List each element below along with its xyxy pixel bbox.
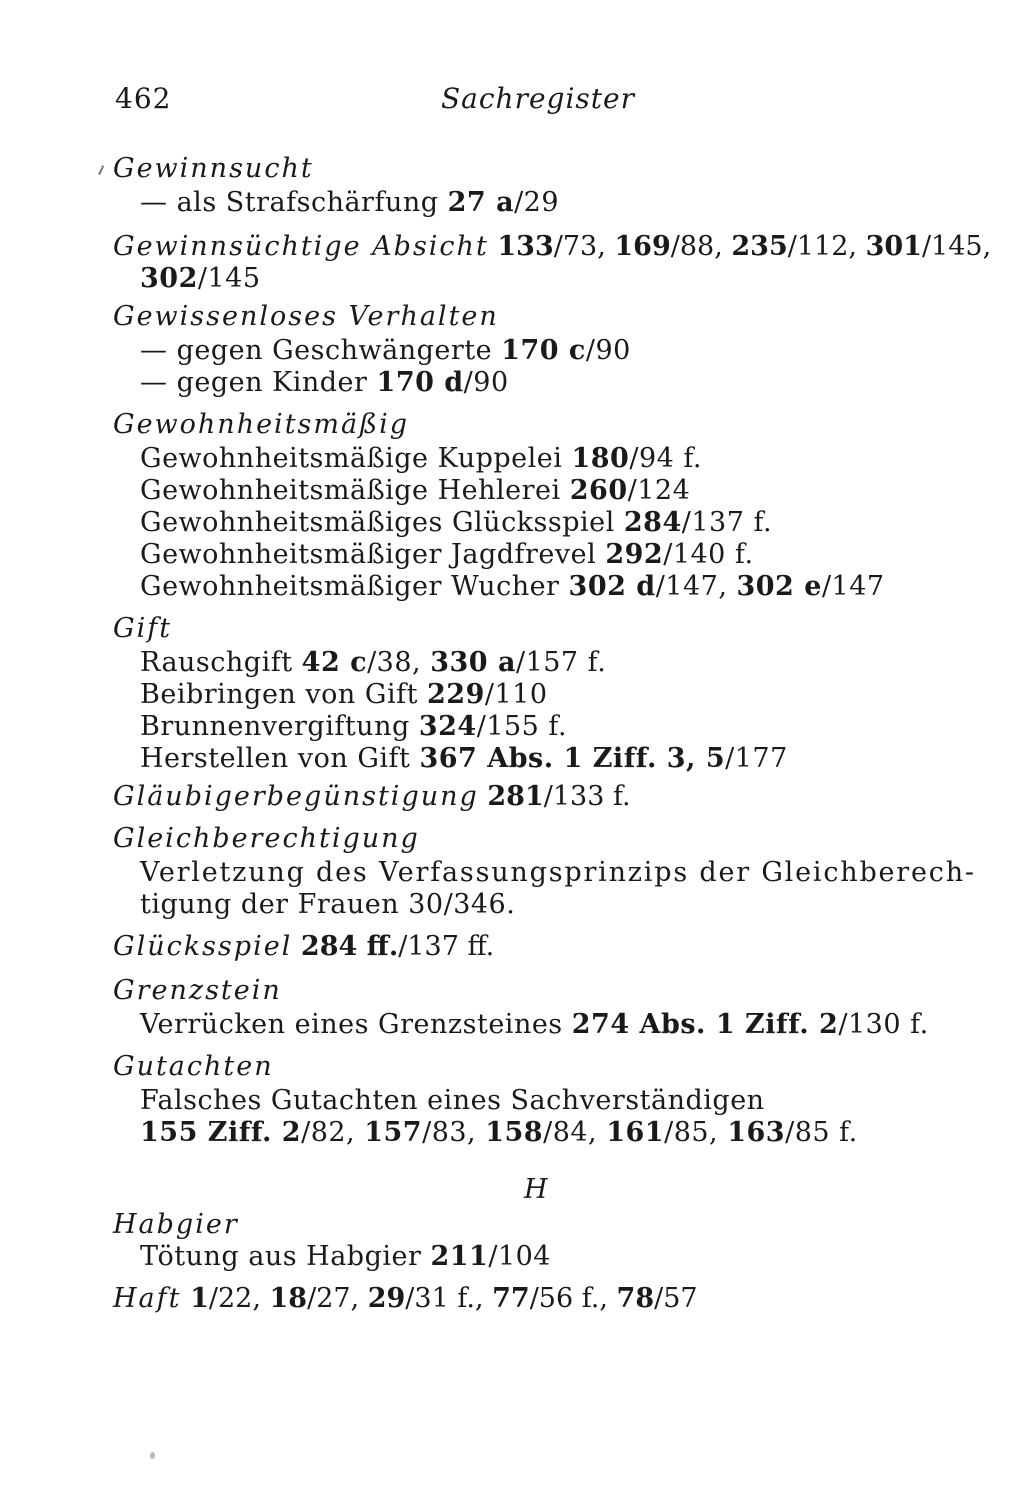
index-subentry: Gewohnheitsmäßiges Glücksspiel 284/137 f. <box>140 507 773 538</box>
index-subentry: Tötung aus Habgier 211/104 <box>140 1241 551 1272</box>
index-entry-gluecksspiel: Glücksspiel 284 ff./137 ff. <box>113 931 495 962</box>
index-subentry: — gegen Geschwängerte 170 c/90 <box>140 335 631 366</box>
index-entry-glaeubigerbeguenstigung: Gläubigerbegünstigung 281/133 f. <box>113 781 631 812</box>
index-term-gleichberechtigung: Gleichberechtigung <box>113 823 420 854</box>
page-header <box>115 82 635 122</box>
index-term-gift: Gift <box>113 613 173 644</box>
print-mark <box>98 165 108 177</box>
running-title: Sachregister <box>441 82 635 115</box>
index-term-gewinnsucht: Gewinnsucht <box>113 153 314 184</box>
index-subentry: Falsches Gutachten eines Sachverständigen <box>140 1085 765 1116</box>
index-term-gewissenloses-verhalten: Gewissenloses Verhalten <box>113 301 499 332</box>
index-term: Gewinnsüchtige Absicht <box>113 231 489 262</box>
index-subentry: Gewohnheitsmäßiger Jagdfrevel 292/140 f. <box>140 539 754 570</box>
index-subentry: Verrücken eines Grenzsteines 274 Abs. 1 Ziff. 2/130 f. <box>140 1009 929 1040</box>
index-term-gewohnheitsmaessig: Gewohnheitsmäßig <box>113 409 410 440</box>
index-subentry: Herstellen von Gift 367 Abs. 1 Ziff. 3, 5/177 <box>140 743 788 774</box>
index-entry-continuation: 302/145 <box>140 263 261 294</box>
index-subentry: Beibringen von Gift 229/110 <box>140 679 548 710</box>
index-subentry: Rauschgift 42 c/38, 330 a/157 f. <box>140 647 607 678</box>
index-term-gutachten: Gutachten <box>113 1051 274 1082</box>
index-subentry: Verletzung des Verfassungsprinzips der Gleichberech- <box>140 857 976 888</box>
index-term-grenzstein: Grenzstein <box>113 975 282 1006</box>
index-term: Haft <box>113 1283 182 1314</box>
index-subentry: Gewohnheitsmäßige Hehlerei 260/124 <box>140 475 691 506</box>
index-subentry: 155 Ziff. 2/82, 157/83, 158/84, 161/85, 163/85 f. <box>140 1117 858 1148</box>
section-letter: H <box>524 1174 548 1205</box>
index-subentry: tigung der Frauen 30/346. <box>140 889 516 920</box>
index-subentry: Gewohnheitsmäßige Kuppelei 180/94 f. <box>140 443 702 474</box>
index-entry-haft: Haft 1/22, 18/27, 29/31 f., 77/56 f., 78/57 <box>113 1283 698 1314</box>
index-term-habgier: Habgier <box>113 1209 239 1240</box>
index-subentry: — als Strafschärfung 27 a/29 <box>140 187 560 218</box>
page-number: 462 <box>115 82 172 115</box>
index-entry-gewinnsuechtige-absicht: Gewinnsüchtige Absicht 133/73, 169/88, 235/112, 301/145, <box>113 231 992 262</box>
index-term: Glücksspiel <box>113 931 293 962</box>
index-subentry: — gegen Kinder 170 d/90 <box>140 367 509 398</box>
index-subentry: Brunnenvergiftung 324/155 f. <box>140 711 568 742</box>
index-subentry: Gewohnheitsmäßiger Wucher 302 d/147, 302 e/147 <box>140 571 885 602</box>
paper-speck <box>150 1452 155 1459</box>
index-term: Gläubigerbegünstigung <box>113 781 479 812</box>
